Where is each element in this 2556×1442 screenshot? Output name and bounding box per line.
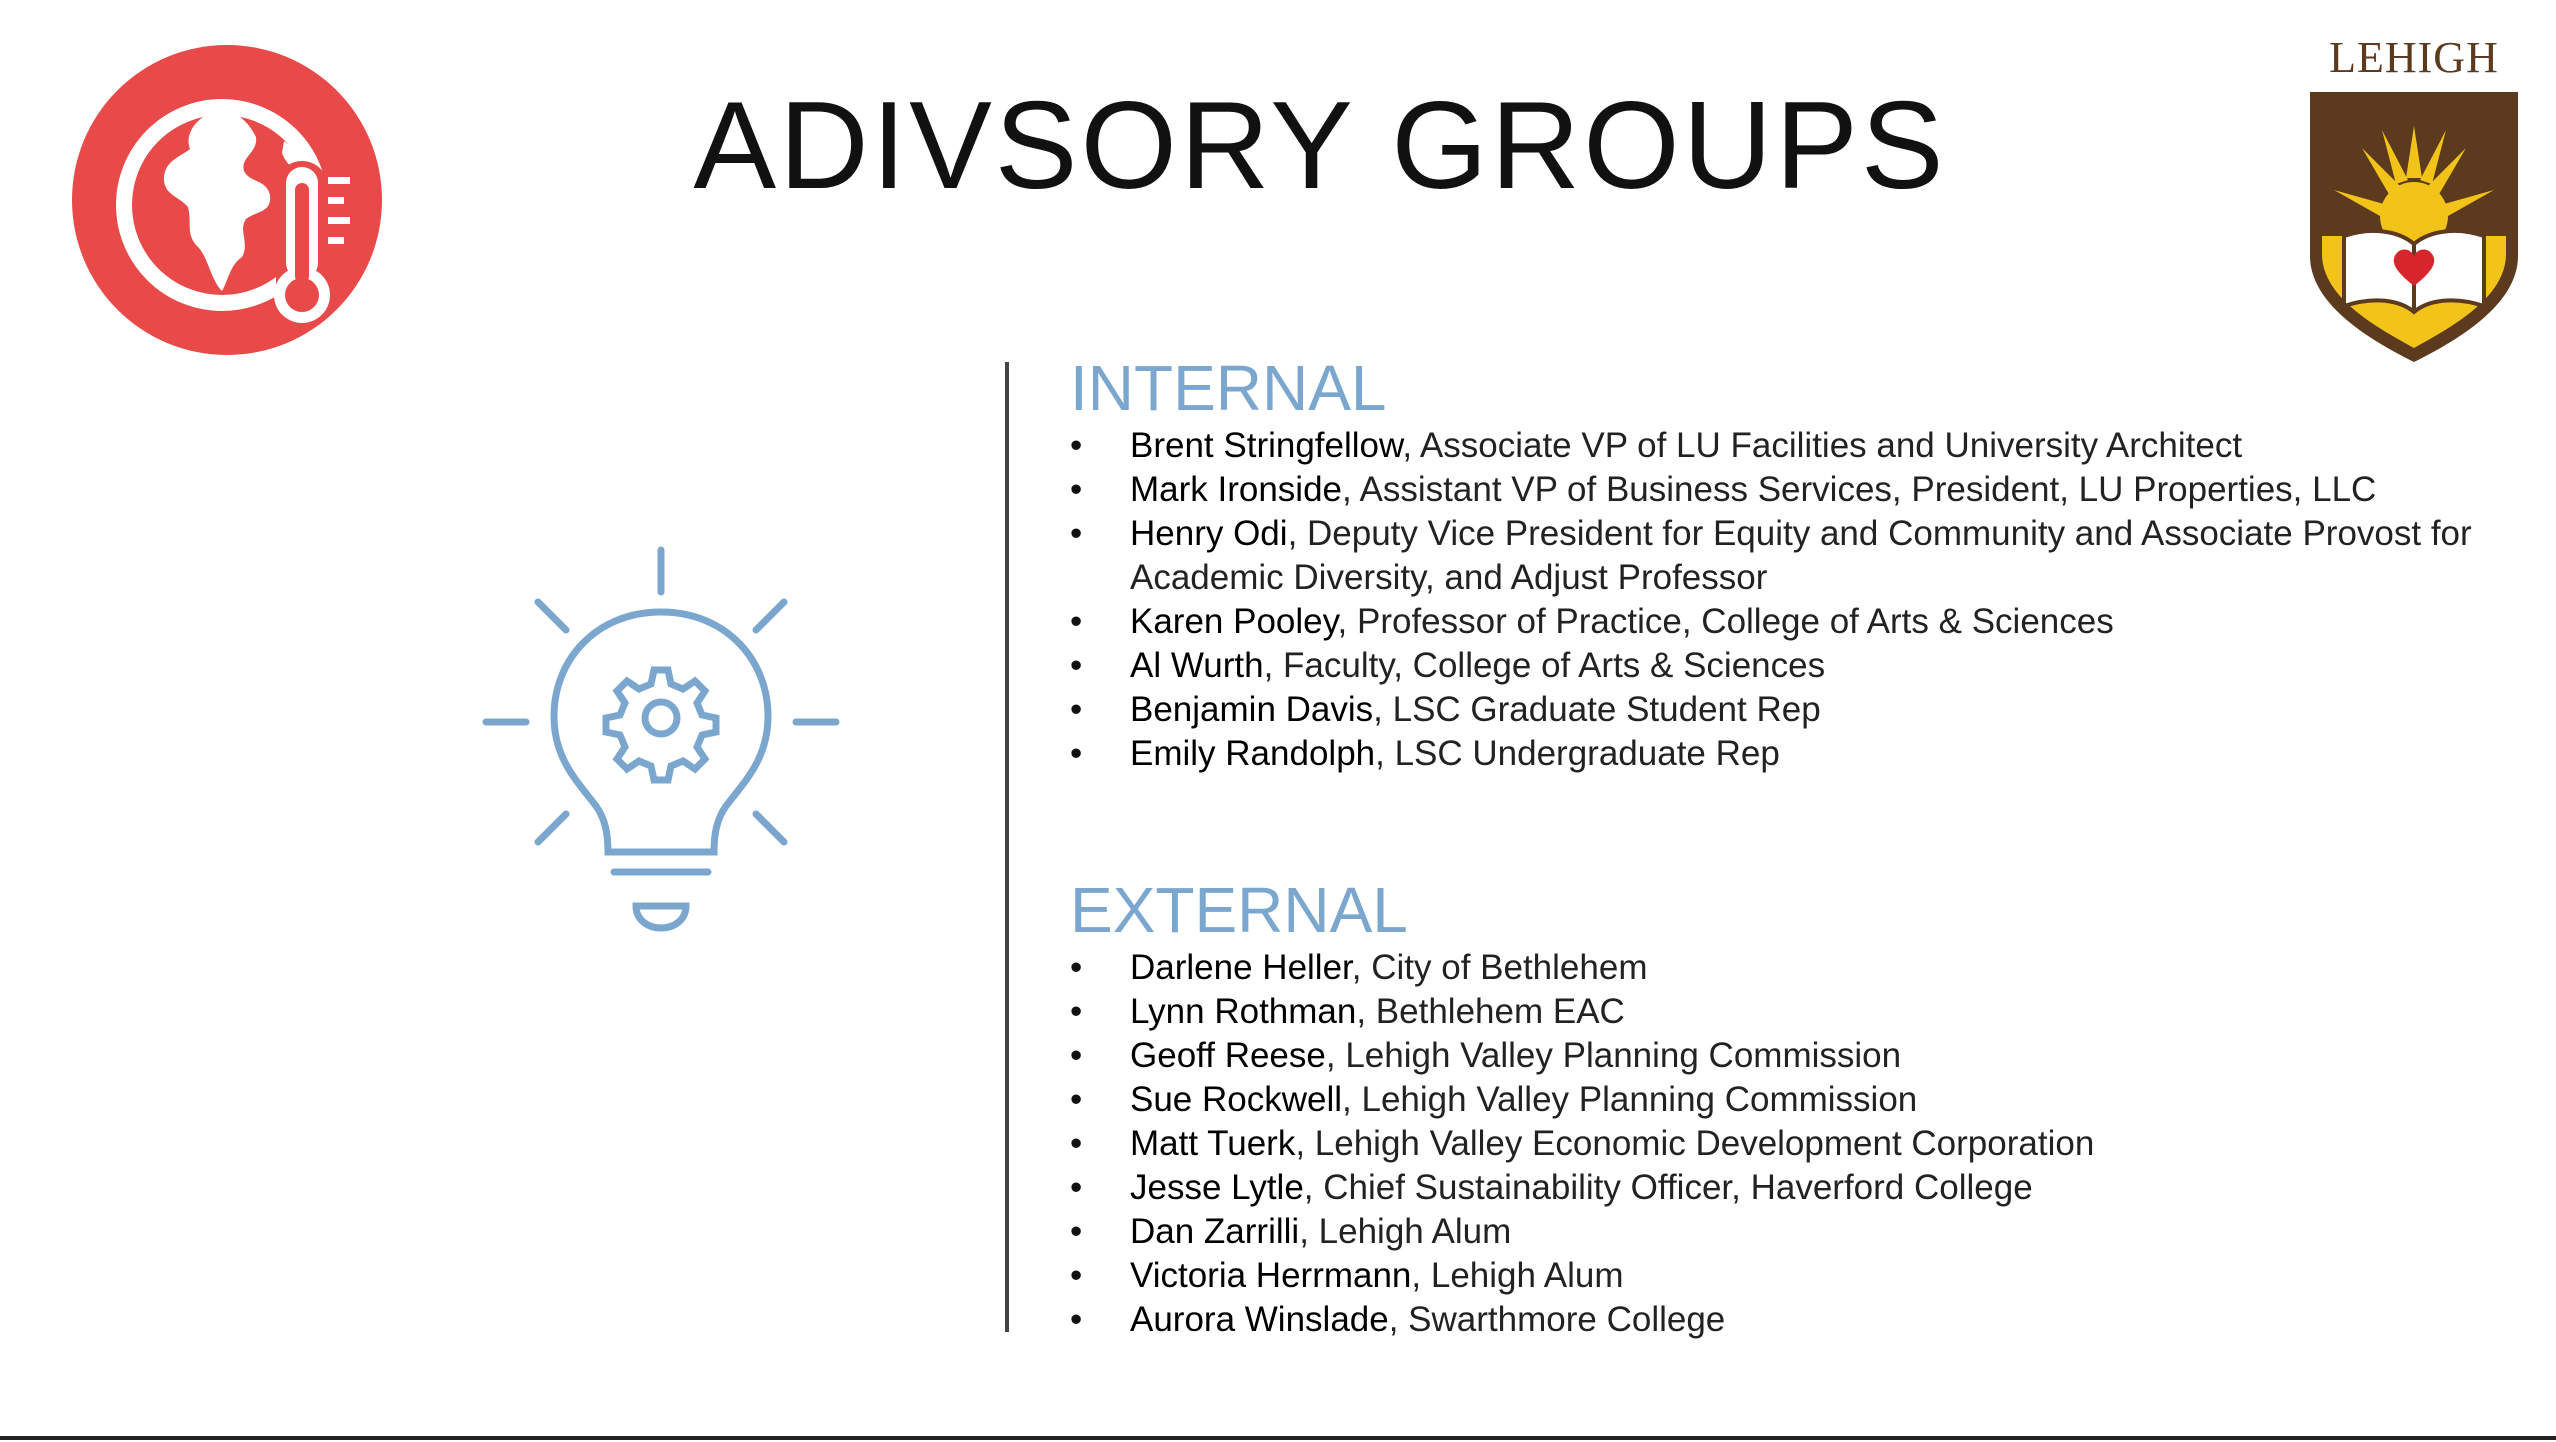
list-item	[1070, 1078, 2510, 1122]
bullet: •	[1070, 470, 1083, 509]
member-name: Darlene Heller	[1130, 948, 1352, 987]
bullet: •	[1070, 1124, 1083, 1163]
member-role: , Lehigh Alum	[1411, 1256, 1624, 1295]
member-role: , Deputy Vice President for Equity and Community and Associate Provost for Academic Diversity, and Adjust Professor	[1130, 514, 2472, 597]
internal-heading: INTERNAL	[1070, 352, 1387, 424]
bullet: •	[1070, 1256, 1083, 1295]
internal-member-list	[1070, 424, 2510, 776]
member-role: , Associate VP of LU Facilities and University Architect	[1402, 426, 2243, 465]
member-name: Al Wurth	[1130, 646, 1264, 685]
member-name: Mark Ironside	[1130, 470, 1343, 509]
list-item	[1070, 1034, 2510, 1078]
bullet: •	[1070, 1300, 1083, 1339]
member-name: Geoff Reese	[1130, 1036, 1326, 1075]
bullet: •	[1070, 1212, 1083, 1251]
bullet: •	[1070, 1080, 1083, 1119]
member-role: , Chief Sustainability Officer, Haverford College	[1303, 1168, 2033, 1207]
bullet: •	[1070, 992, 1083, 1031]
member-name: Karen Pooley	[1130, 602, 1338, 641]
member-role: , Professor of Practice, College of Arts & Sciences	[1337, 602, 2114, 641]
member-name: Aurora Winslade	[1130, 1300, 1389, 1339]
member-name: Victoria Herrmann	[1130, 1256, 1412, 1295]
list-item	[1070, 1166, 2510, 1210]
bullet: •	[1070, 426, 1083, 465]
list-item	[1070, 688, 2510, 732]
lightbulb-gear-icon	[478, 540, 840, 940]
member-name: Benjamin Davis	[1130, 690, 1374, 729]
list-item	[1070, 1298, 2510, 1342]
member-role: , Lehigh Valley Economic Development Corporation	[1295, 1124, 2095, 1163]
list-item	[1070, 468, 2510, 512]
list-item	[1070, 1122, 2510, 1166]
member-role: , Bethlehem EAC	[1356, 992, 1625, 1031]
lehigh-logo	[2290, 30, 2538, 370]
member-role: , Lehigh Alum	[1299, 1212, 1512, 1251]
bullet: •	[1070, 602, 1083, 641]
list-item	[1070, 600, 2510, 644]
bullet: •	[1070, 734, 1083, 773]
list-item	[1070, 644, 2510, 688]
external-member-list	[1070, 946, 2510, 1342]
bullet: •	[1070, 514, 1083, 553]
bullet: •	[1070, 690, 1083, 729]
member-role: , Lehigh Valley Planning Commission	[1342, 1080, 1918, 1119]
member-role: , Assistant VP of Business Services, President, LU Properties, LLC	[1342, 470, 2377, 509]
bullet: •	[1070, 948, 1083, 987]
member-name: Henry Odi	[1130, 514, 1288, 553]
member-role: , LSC Undergraduate Rep	[1375, 734, 1780, 773]
slide-title: ADIVSORY GROUPS	[693, 77, 1947, 215]
list-item	[1070, 990, 2510, 1034]
member-name: Matt Tuerk	[1130, 1124, 1296, 1163]
member-role: , Lehigh Valley Planning Commission	[1325, 1036, 1902, 1075]
list-item	[1070, 732, 2510, 776]
member-role: , LSC Graduate Student Rep	[1373, 690, 1821, 729]
member-name: Sue Rockwell	[1130, 1080, 1343, 1119]
list-item	[1070, 946, 2510, 990]
member-name: Dan Zarrilli	[1130, 1212, 1300, 1251]
lehigh-wordmark: LEHIGH	[2329, 33, 2499, 82]
member-role: , Swarthmore College	[1388, 1300, 1726, 1339]
list-item	[1070, 424, 2510, 468]
list-item	[1070, 1210, 2510, 1254]
member-name: Emily Randolph	[1130, 734, 1376, 773]
list-item	[1070, 512, 2510, 600]
member-role: , City of Bethlehem	[1351, 948, 1648, 987]
member-name: Jesse Lytle	[1130, 1168, 1304, 1207]
bullet: •	[1070, 1036, 1083, 1075]
member-role: , Faculty, College of Arts & Sciences	[1263, 646, 1826, 685]
external-heading: EXTERNAL	[1070, 874, 1408, 946]
member-name: Lynn Rothman	[1130, 992, 1357, 1031]
vertical-divider	[1005, 362, 1009, 1332]
bullet: •	[1070, 646, 1083, 685]
list-item	[1070, 1254, 2510, 1298]
bottom-rule	[0, 1436, 2556, 1440]
member-name: Brent Stringfellow	[1130, 426, 1403, 465]
bullet: •	[1070, 1168, 1083, 1207]
lehigh-shield-icon	[2304, 86, 2524, 366]
